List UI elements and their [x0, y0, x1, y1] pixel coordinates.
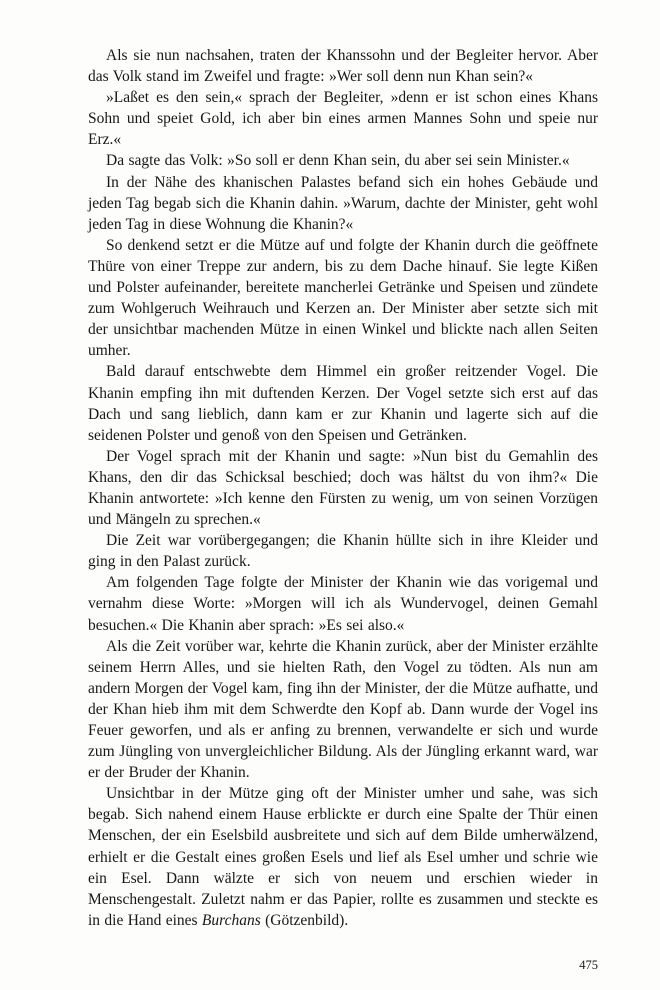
- italic-text: Burchans: [201, 911, 261, 929]
- text-segment: (Götzenbild).: [260, 911, 349, 929]
- text-segment: So denkend setzt er die Mütze auf und folgte der Khanin durch die geöffnete Thüre von einer Treppe zur andern, bis zu dem Dache hinauf. Sie legte Kißen und Polster aufeinander, bereitete mancherlei Getränke und Speisen und zündete zum Wohlgeruch Weihrauch und Kerzen an. Der Minister aber setzte sich mit der unsichtbar machenden Mütze in einen Winkel und blickte nach allen Seiten umher.: [88, 236, 598, 360]
- text-segment: Der Vogel sprach mit der Khanin und sagte: »Nun bist du Gemahlin des Khans, den dir das Schicksal beschied; doch was hältst du von ihm?« Die Khanin antwortete: »Ich kenne den Fürsten zu wenig, um von seinen Vorzügen und Mängeln zu sprechen.«: [88, 447, 598, 529]
- page-footer: [579, 956, 598, 974]
- text-segment: Bald darauf entschwebte dem Himmel ein großer reitzender Vogel. Die Khanin empfing ihn mit duftenden Kerzen. Der Vogel setzte sich erst auf das Dach und sang lieblich, dann kam er zur Khanin und lagerte sich auf die seidenen Polster und genoß von den Speisen und Getränken.: [88, 363, 598, 444]
- paragraph: [88, 572, 598, 635]
- paragraph: [88, 361, 598, 445]
- text-segment: »Laßet es den sein,« sprach der Begleiter, »denn er ist schon eines Khans Sohn und speiet Gold, ich aber bin eines armen Mannes Sohn und speie nur Erz.«: [88, 89, 598, 149]
- paragraph: [88, 172, 598, 235]
- paragraph: [88, 636, 598, 784]
- text-segment: Als die Zeit vorüber war, kehrte die Khanin zurück, aber der Minister erzählte seinem Herrn Alles, und sie hielten Rath, den Vogel zu tödten. Als nun am andern Morgen der Vogel kam, fing ihn der Minister, der die Mütze aufhatte, und der Khan hieb ihm mit dem Schwerdte den Kopf ab. Dann wurde der Vogel ins Feuer geworfen, und als er anfing zu brennen, verwandelte er sich und wurde zum Jüngling von unvergleichlicher Bildung. Als der Jüngling erkannt ward, war er der Bruder der Khanin.: [88, 637, 598, 782]
- paragraph: [88, 150, 598, 171]
- paragraph: [88, 45, 598, 87]
- page-number: 475: [579, 958, 598, 972]
- text-segment: In der Nähe des khanischen Palastes befand sich ein hohes Gebäude und jeden Tag begab sich die Khanin dahin. »Warum, dachte der Minister, geht wohl jeden Tag in diese Wohnung die Khanin?«: [88, 173, 598, 233]
- paragraph: [88, 446, 598, 530]
- text-segment: Am folgenden Tage folgte der Minister der Khanin wie das vorigemal und vernahm diese Worte: »Morgen will ich als Wundervogel, deinen Gemahl besuchen.« Die Khanin aber sprach: »Es sei also.«: [88, 574, 598, 634]
- text-segment: Als sie nun nachsahen, traten der Khanssohn und der Begleiter hervor. Aber das Volk stand im Zweifel und fragte: »Wer soll denn nun Khan sein?«: [88, 47, 598, 86]
- text-segment: Da sagte das Volk: »So soll er denn Khan sein, du aber sei sein Minister.«: [106, 152, 570, 170]
- text-block: [88, 45, 598, 931]
- text-segment: Unsichtbar in der Mütze ging oft der Minister umher und sahe, was sich begab. Sich nahend einem Hause erblickte er durch eine Spalte der Thür einen Menschen, der ein Eselsbild ausbreitete und sich auf dem Bilde umherwälzend, erhielt er die Gestalt eines großen Esels und lief als Esel umher und schrie wie ein Esel. Dann wälzte er sich von neuem und erschien wieder in Menschengestalt. Zuletzt nahm er das Papier, rollte es zusammen und steckte es in die Hand eines: [88, 785, 598, 929]
- paragraph: [88, 235, 598, 362]
- paragraph: [88, 783, 598, 931]
- paragraph: [88, 87, 598, 150]
- paragraph: [88, 530, 598, 572]
- text-segment: Die Zeit war vorübergegangen; die Khanin hüllte sich in ihre Kleider und ging in den Palast zurück.: [88, 532, 598, 571]
